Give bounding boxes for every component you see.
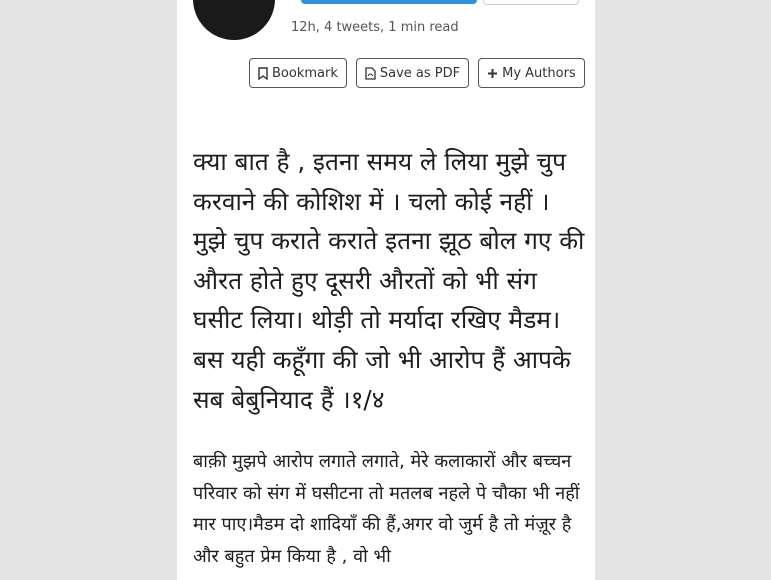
tweet-text-1: क्या बात है , इतना समय ले लिया मुझे चुप करवाने की कोशिश में । चलो कोई नहीं । मुझे चुप कराते कराते इतना झूठ बोल गए की औरत होते हुए दूसरी औरतों को भी संग घसीट लिया। थोड़ी तो मर्यादा रखिए मैडम। बस यही कहूँगा की जो भी आरोप हैं आपके सब बेबुनियाद हैं ।१/४ xyxy=(193,147,585,414)
thread-actions xyxy=(249,58,585,88)
my-authors-button[interactable] xyxy=(478,58,585,88)
author-avatar[interactable] xyxy=(193,0,275,40)
pdf-file-icon xyxy=(365,67,376,80)
secondary-button[interactable] xyxy=(483,0,579,5)
my-authors-label: My Authors xyxy=(502,65,576,81)
bookmark-button[interactable] xyxy=(249,58,347,88)
tweet-text-2: बाक़ी मुझपे आरोप लगाते लगाते, मेरे कलाकारों और बच्चन परिवार को संग में घसीटना तो मतलब नहले पे चौका भी नहीं मार पाए।मैडम दो शादियाँ की हैं,अगर वो जुर्म है तो मंज़ूर है और बहुत प्रेम किया है , वो भी xyxy=(193,451,580,567)
bookmark-label: Bookmark xyxy=(272,65,338,81)
thread-meta: 12h, 4 tweets, 1 min read xyxy=(291,20,459,35)
thread-panel xyxy=(177,0,595,580)
follow-button[interactable] xyxy=(301,0,477,4)
save-pdf-label: Save as PDF xyxy=(379,65,461,81)
bookmark-icon xyxy=(258,67,268,80)
save-pdf-button[interactable] xyxy=(356,58,469,88)
plus-icon xyxy=(487,68,498,79)
